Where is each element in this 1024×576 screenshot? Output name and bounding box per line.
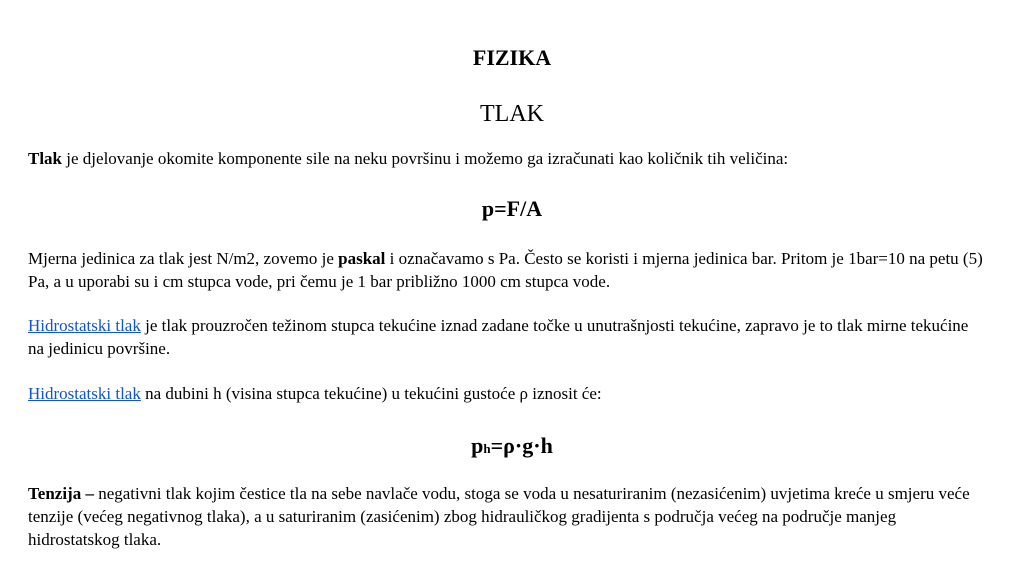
- term-paskal: paskal: [338, 249, 386, 268]
- tension-paragraph: [28, 482, 988, 551]
- hydrostatic-link-2[interactable]: Hidrostatski tlak: [28, 384, 141, 403]
- depth-paragraph: [28, 382, 988, 405]
- hydrostatic-text: je tlak prouzročen težinom stupca tekućine iznad zadane točke u unutrašnjosti tekućine, zapravo je to tlak mirne tekućine na jedinicu površine.: [28, 316, 969, 358]
- term-tenzija: Tenzija –: [28, 484, 94, 503]
- page-subtitle: TLAK: [480, 101, 544, 127]
- formula-p: p: [471, 433, 484, 458]
- unit-text-after: i označavamo s Pa. Često se koristi i mjerna jedinica bar. Pritom je 1bar=10 na petu (5) Pa, a u uporabi su i cm stupca vode, pri čemu je 1 bar približno 1000 cm stupca vode.: [28, 249, 983, 291]
- formula-subscript-h: h: [483, 441, 491, 456]
- hydrostatic-link-1[interactable]: Hidrostatski tlak: [28, 316, 141, 335]
- unit-text-before: Mjerna jedinica za tlak jest N/m2, zovemo je: [28, 249, 339, 268]
- definition-paragraph: [28, 147, 988, 170]
- hydrostatic-paragraph: [28, 314, 988, 360]
- formula-rest: =ρ·g·h: [490, 433, 553, 458]
- formula-pressure: p=F/A: [481, 196, 543, 221]
- tension-text: negativni tlak kojim čestice tla na sebe navlače vodu, stoga se voda u nesaturiranim (nezasićenim) uvjetima kreće u smjeru veće tenzije (većeg negativnog tlaka), a u saturiranim (zasićenim) zbog hidrauličkog gradijenta s područja većeg na područje manjeg hidrostatskog tlaka.: [28, 484, 970, 549]
- formula-hydrostatic: [0, 432, 1024, 463]
- unit-paragraph: [28, 247, 988, 293]
- term-tlak: Tlak: [28, 149, 63, 168]
- definition-text: je djelovanje okomite komponente sile na neku površinu i možemo ga izračunati kao količnik tih veličina:: [62, 149, 789, 168]
- depth-text: na dubini h (visina stupca tekućine) u tekućini gustoće ρ iznosit će:: [140, 384, 602, 403]
- page-title: FIZIKA: [472, 45, 552, 70]
